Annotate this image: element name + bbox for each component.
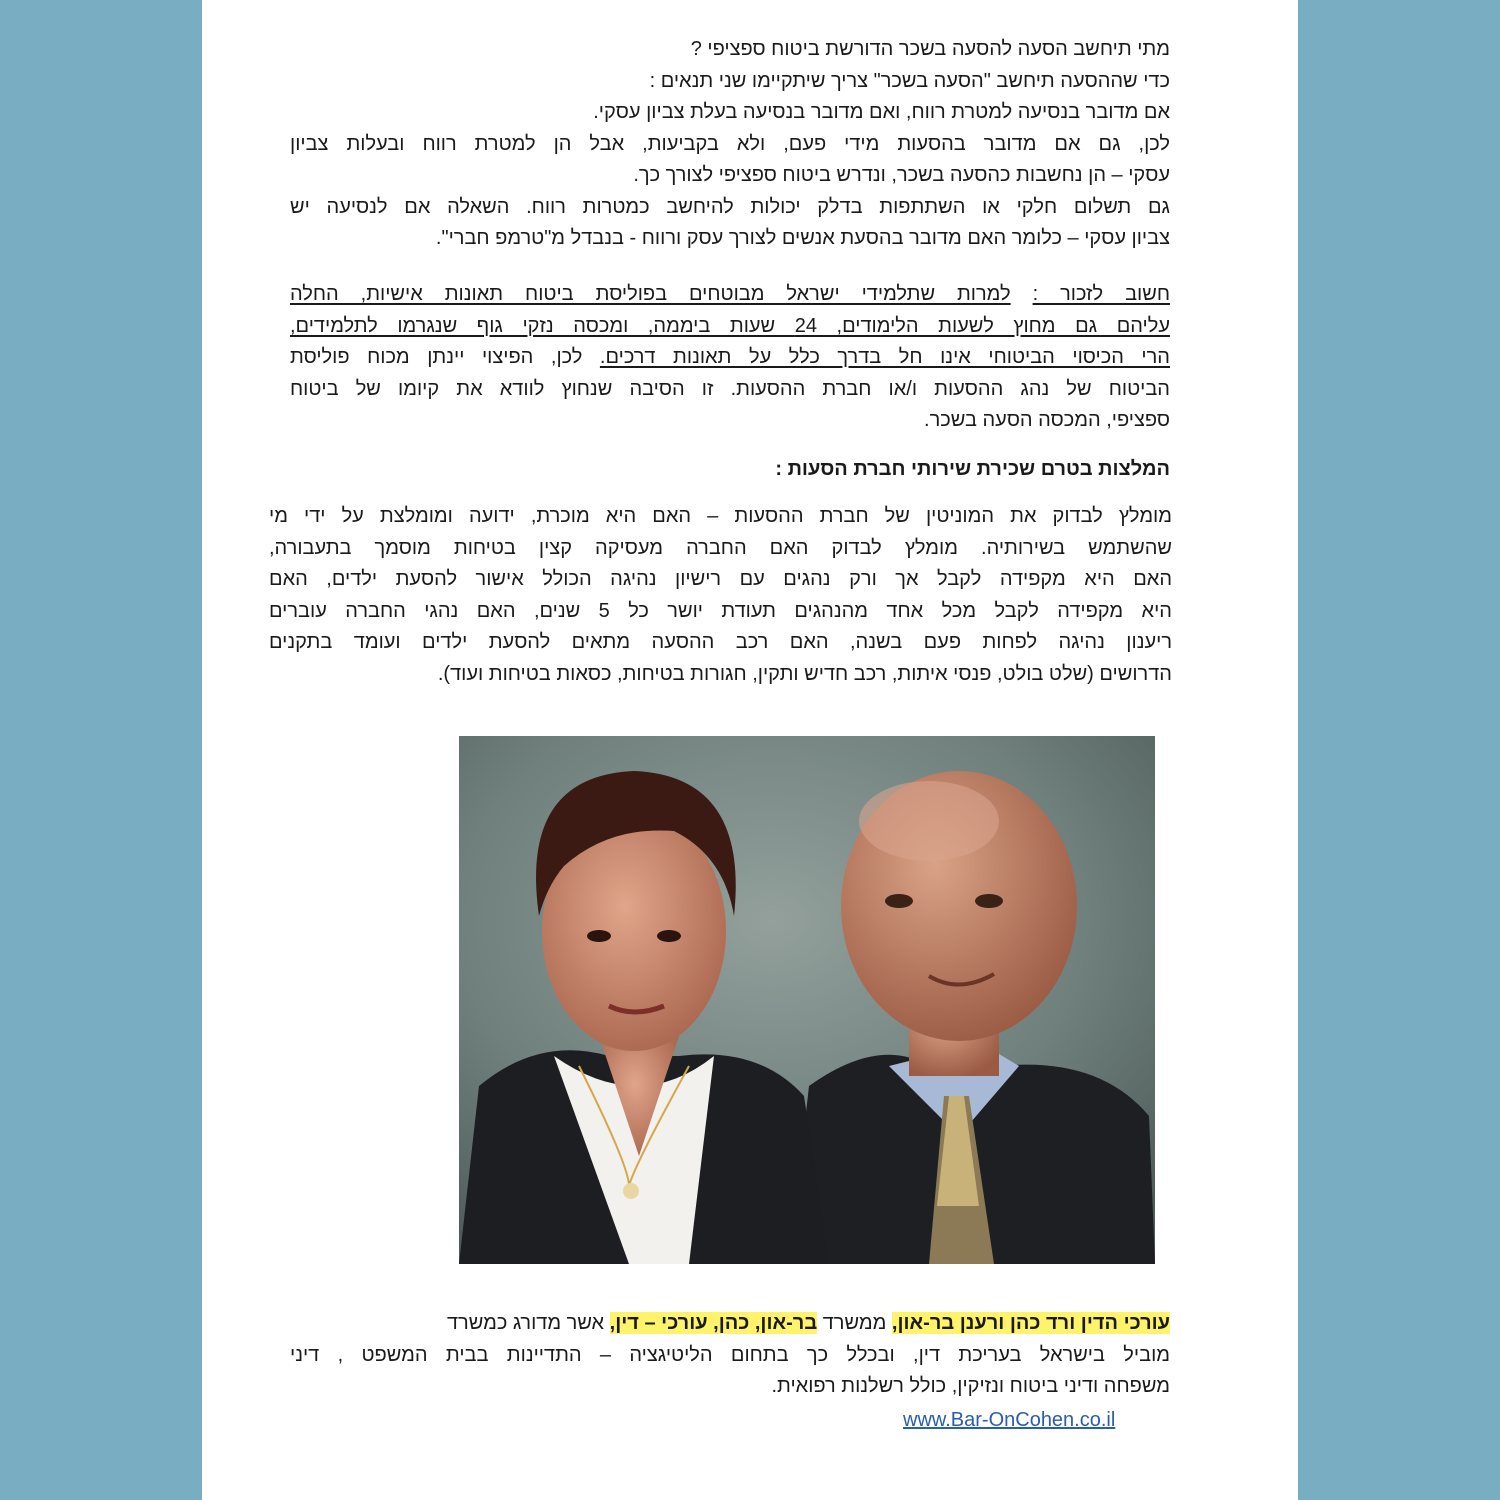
intro-section xyxy=(290,34,1170,255)
heading-text: המלצות בטרם שכירת שירותי חברת הסעות : xyxy=(775,458,1170,480)
recommendations-paragraph xyxy=(269,501,1172,690)
website-link[interactable]: www.Bar-OnCohen.co.il xyxy=(903,1409,1116,1431)
authors-section xyxy=(290,1308,1170,1403)
website-wrapper xyxy=(903,1409,1115,1432)
note-underlined-text: עליהם גם מחוץ לשעות הלימודים, 24 שעות ביממה, ומכסה נזקי גוף שנגרמו לתלמידים, xyxy=(290,314,1170,337)
paragraph-line: אם מדובר בנסיעה למטרת רווח, ואם מדובר בנסיעה בעלת צביון עסקי. xyxy=(593,101,1170,123)
authors-text: אשר מדורג כמשרד xyxy=(446,1312,610,1334)
paragraph-line: שהשתמש בשירותיה. מומלץ לבדוק האם החברה מעסיקה קצין בטיחות מוסמך בתעבורה, xyxy=(269,536,1172,559)
note-line xyxy=(290,311,1170,343)
authors-text: ממשרד xyxy=(817,1312,892,1334)
note-line: הביטוח של נהג ההסעות ו/או חברת ההסעות. זו הסיבה שנחוץ לוודא את קיומו של ביטוח xyxy=(290,377,1170,400)
authors-line: מוביל בישראל בעריכת דין, ובכלל כך בתחום הליטיגציה – התדיינות בבית המשפט , דיני xyxy=(290,1343,1170,1366)
paragraph-line: גם תשלום חלקי או השתתפות בדלק יכולות להיחשב כמטרות רווח. השאלה אם לנסיעה יש xyxy=(290,195,1170,218)
recommendations-heading xyxy=(290,454,1170,486)
note-underlined-text: למרות שתלמידי ישראל מבוטחים בפוליסת ביטוח תאונות אישיות, החלה xyxy=(290,283,1011,305)
paragraph-line: לכן, גם אם מדובר בהסעות מידי פעם, ולא בקביעות, אבל הן למטרת רווח ובעלות צביון xyxy=(290,132,1170,155)
paragraph-line: האם היא מקפידה לקבל אך ורק נהגים עם רישיון נהיגה הכולל אישור להסעת ילדים, האם xyxy=(269,568,1172,590)
paragraph-line: צביון עסקי – כלומר האם מדובר בהסעת אנשים לצורך עסק ורווח - בנבדל מ"טרמפ חברי". xyxy=(435,227,1170,249)
document-page xyxy=(202,0,1298,1500)
note-underlined-text: הרי הכיסוי הביטוחי אינו חל בדרך כלל על תאונות דרכים. xyxy=(599,346,1170,368)
lawyers-photo xyxy=(459,736,1155,1264)
note-line xyxy=(290,342,1170,374)
note-text: לכן, הפיצוי יינתן מכוח פוליסת xyxy=(290,346,600,368)
important-label: חשוב לזכור : xyxy=(1032,283,1170,305)
paragraph-line: כדי שההסעה תיחשב "הסעה בשכר" צריך שיתקיימו שני תנאים : xyxy=(649,69,1170,92)
paragraph-line: מומלץ לבדוק את המוניטין של חברת ההסעות – האם היא מוכרת, ידועה ומומלצת על ידי מי xyxy=(269,505,1172,527)
question-title: מתי תיחשב הסעה להסעה בשכר הדורשת ביטוח ספציפי ? xyxy=(690,38,1170,60)
author-names: עורכי הדין ורד כהן ורענן בר-און, xyxy=(891,1312,1170,1334)
firm-name: בר-און, כהן, עורכי – דין, xyxy=(609,1312,818,1334)
note-line xyxy=(290,279,1170,311)
authors-line: משפחה ודיני ביטוח ונזיקין, כולל רשלנות רפואית. xyxy=(771,1375,1170,1397)
authors-line xyxy=(290,1308,1170,1340)
paragraph-line: עסקי – הן נחשבות כהסעה בשכר, ונדרש ביטוח ספציפי לצורך כך. xyxy=(633,164,1170,186)
paragraph-line: הדרושים (שלט בולט, פנסי איתות, רכב חדיש ותקין, חגורות בטיחות, כסאות בטיחות ועוד). xyxy=(437,662,1172,685)
note-line: ספציפי, המכסה הסעה בשכר. xyxy=(924,409,1170,431)
important-note xyxy=(290,279,1170,437)
paragraph-line: היא מקפידה לקבל מכל אחד מהנהגים תעודת יושר כל 5 שנים, האם נהגי החברה עוברים xyxy=(269,599,1172,622)
paragraph-line: ריענון נהיגה לפחות פעם בשנה, האם רכב ההסעה מתאים להסעת ילדים ועומד בתקנים xyxy=(269,631,1172,653)
